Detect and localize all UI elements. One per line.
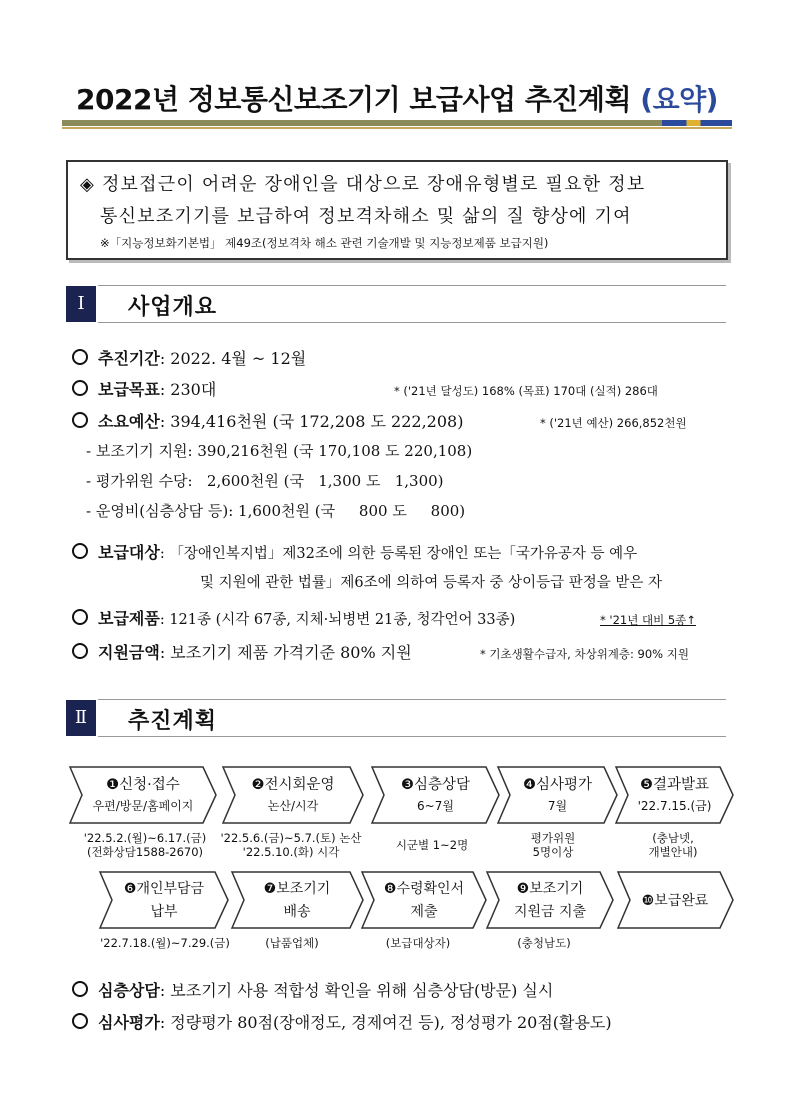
- eligible-line-2: 및 지원에 관한 법률」제6조에 의하여 등록자 중 상이등급 판정을 받은 자: [200, 575, 663, 591]
- step-9-note: (충청남도): [517, 936, 571, 950]
- purpose-note: ※「지능정보화기본법」 제49조(정보격차 해소 관련 기술개발 및 지능정보제품 보급지원): [100, 236, 549, 250]
- step-8-sub: 제출: [410, 904, 438, 920]
- step-1-head: ❶신청·접수: [106, 777, 180, 793]
- step-3-sub: 6~7월: [417, 799, 454, 813]
- review-row: [72, 1010, 612, 1033]
- step-5-sub: '22.7.15.(금): [637, 799, 712, 813]
- period-value: : 2022. 4월 ~ 12월: [159, 349, 307, 368]
- step-4-note: 평가위원 5명이상: [530, 831, 576, 859]
- step-10-head: ❿보급완료: [641, 893, 709, 909]
- amount-note: * 기초생활수급자, 차상위계층: 90% 지원: [480, 647, 689, 661]
- budget-sub-2: - 평가위원 수당: 2,600천원 (국 1,300 도 1,300): [86, 472, 444, 490]
- budget-sub-3: - 운영비(심층상담 등): 1,600천원 (국 800 도 800): [86, 502, 466, 520]
- step-5-head: ❺결과발표: [639, 777, 710, 793]
- step-8-head: ❽수령확인서: [383, 881, 465, 897]
- title-suffix: (요약): [640, 83, 718, 116]
- step-1-sub: 우편/방문/홈페이지: [92, 799, 194, 813]
- step-6-head: ❻개인부담금: [123, 881, 205, 897]
- amount-label: 지원금액: [98, 643, 160, 662]
- step-2-head: ❷전시회운영: [251, 777, 335, 793]
- budget-note: * ('21년 예산) 266,852천원: [540, 416, 687, 430]
- circle-bullet-icon: [72, 1013, 88, 1029]
- section-number: Ⅱ: [66, 700, 96, 736]
- section-title: 추진계획: [128, 709, 218, 734]
- purpose-line-1: ◈ 정보접근이 어려운 장애인을 대상으로 장애유형별로 필요한 정보: [80, 174, 646, 195]
- section-title: 사업개요: [128, 295, 218, 320]
- products-note: * '21년 대비 5종↑: [600, 613, 696, 627]
- step-6-sub: 납부: [150, 904, 178, 920]
- step-1-note: '22.5.2.(월)~6.17.(금) (전화상담1588-2670): [83, 831, 207, 859]
- step-7-head: ❼보조기기: [263, 881, 331, 897]
- amount-value: : 보조기기 제품 가격기준 80% 지원: [159, 643, 412, 662]
- target-note: * ('21년 달성도) 168% (목표) 170대 (실적) 286대: [394, 384, 658, 398]
- review-value: : 정량평가 80점(장애정도, 경제여건 등), 정성평가 20점(활용도): [159, 1013, 612, 1032]
- step-7-note: (납품업체): [265, 936, 319, 950]
- review-label: 심사평가: [98, 1013, 160, 1032]
- step-7-sub: 배송: [283, 904, 311, 920]
- purpose-line-2: 통신보조기기를 보급하여 정보격차해소 및 삶의 질 향상에 기여: [100, 206, 632, 227]
- consult-value: : 보조기기 사용 적합성 확인을 위해 심층상담(방문) 실시: [159, 981, 554, 1000]
- budget-sub-1: - 보조기기 지원: 390,216천원 (국 170,108 도 220,108): [86, 442, 473, 460]
- step-4-head: ❹심사평가: [522, 777, 593, 793]
- products-label: 보급제품: [98, 609, 160, 628]
- products-value: : 121종 (시각 67종, 지체·뇌병변 21종, 청각언어 33종): [159, 612, 516, 628]
- consult-row: [72, 978, 553, 1001]
- period-label: 추진기간: [98, 349, 160, 368]
- step-6-note: '22.7.18.(월)~7.29.(금): [100, 936, 230, 950]
- step-9-head: ❾보조기기: [516, 881, 584, 897]
- step-8-note: (보급대상자): [385, 936, 451, 950]
- step-2-sub: 논산/시각: [267, 799, 319, 813]
- step-3-head: ❸심층상담: [400, 777, 471, 793]
- budget-label: 소요예산: [98, 412, 160, 431]
- step-3-note: 시군별 1~2명: [395, 838, 469, 852]
- eligible-line-1: : 「장애인복지법」제32조에 의한 등록된 장애인 또는「국가유공자 등 예우: [159, 546, 638, 562]
- eligible-label: 보급대상: [98, 543, 160, 562]
- circle-bullet-icon: [72, 981, 88, 997]
- consult-label: 심층상담: [98, 981, 160, 1000]
- title-main: 2022년 정보통신보조기기 보급사업 추진계획: [76, 83, 632, 116]
- step-4-sub: 7월: [547, 799, 568, 813]
- budget-value: : 394,416천원 (국 172,208 도 222,208): [159, 412, 464, 431]
- step-2-note: '22.5.6.(금)~5.7.(토) 논산 '22.5.10.(화) 시각: [220, 831, 362, 859]
- step-9-sub: 지원금 지출: [513, 904, 587, 920]
- target-label: 보급목표: [98, 380, 160, 399]
- section-number: Ⅰ: [66, 286, 96, 322]
- step-5-note: (충남넷, 개별안내): [648, 831, 698, 859]
- target-value: : 230대: [159, 380, 217, 399]
